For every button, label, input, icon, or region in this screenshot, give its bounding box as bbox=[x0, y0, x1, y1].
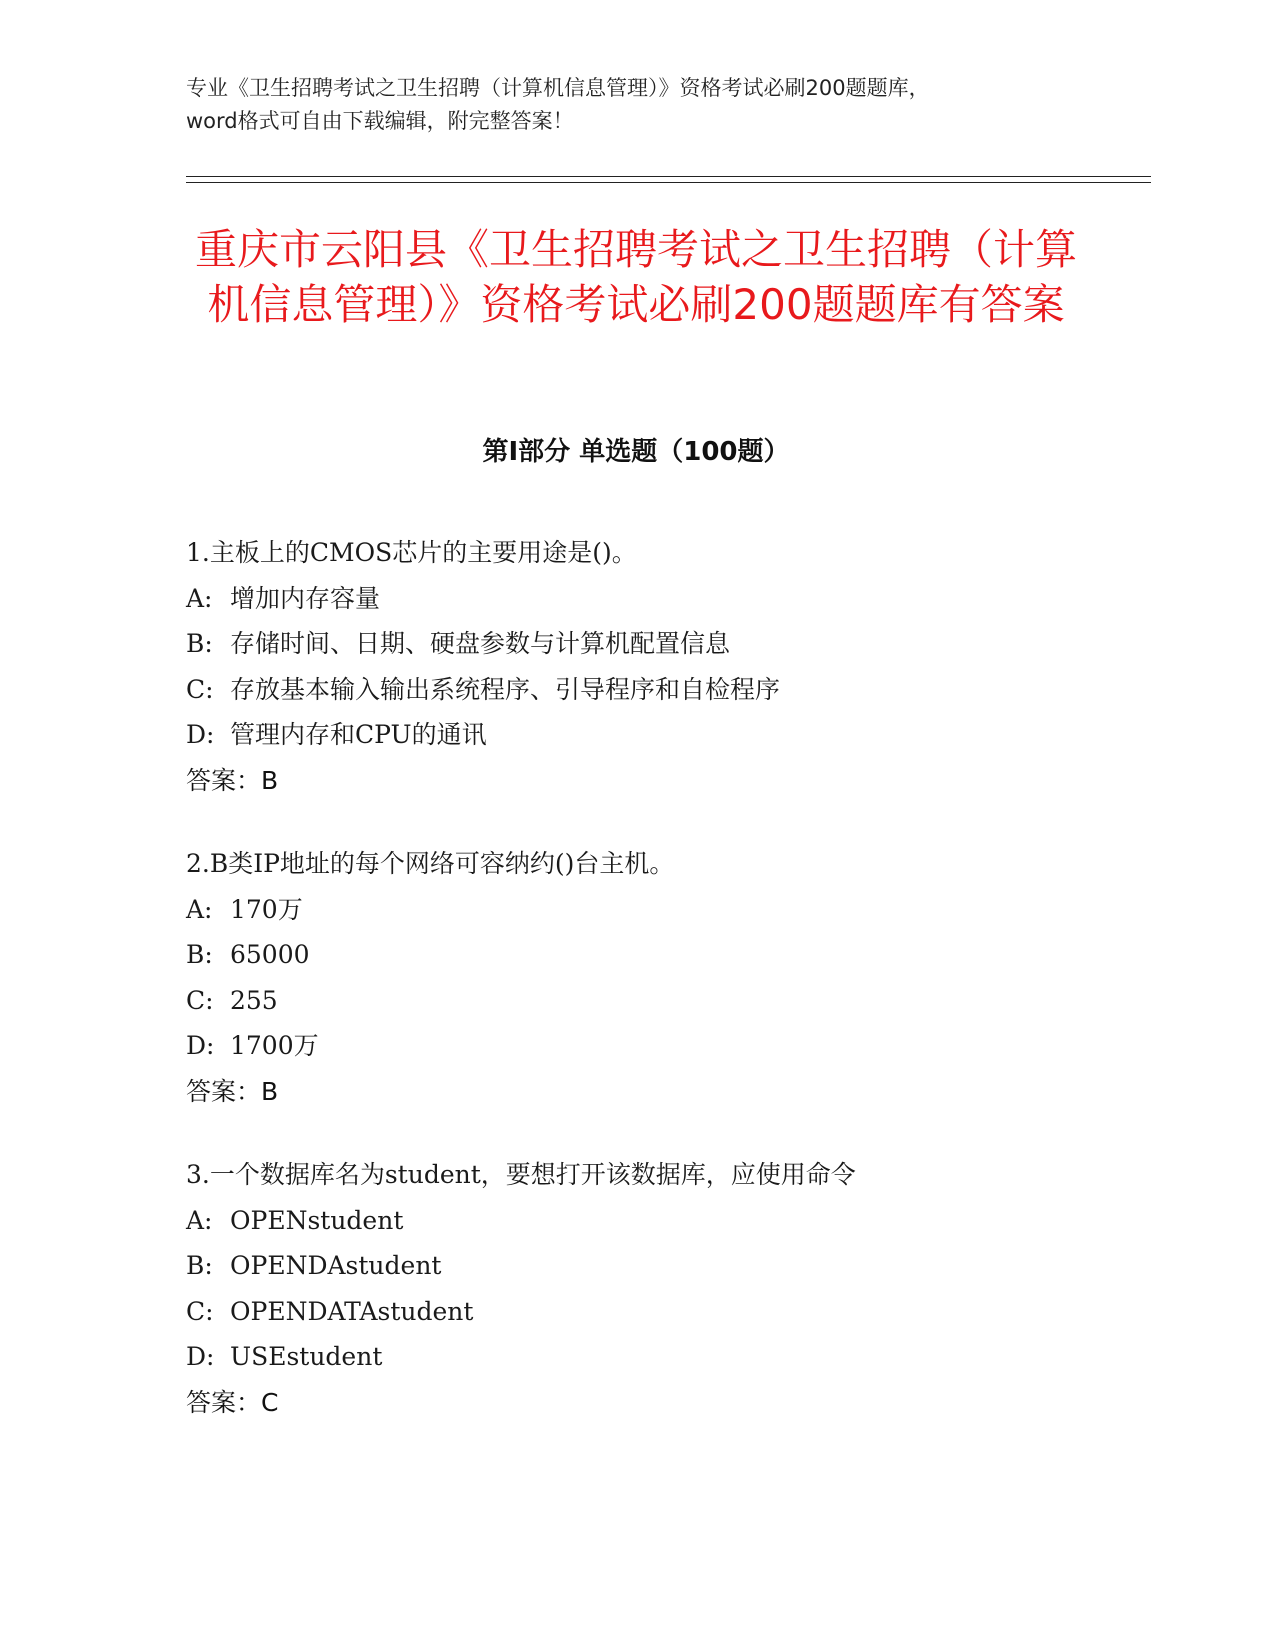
option-b bbox=[186, 932, 1146, 978]
option-d bbox=[186, 1334, 1146, 1380]
option-a bbox=[186, 887, 1146, 933]
option-text: OPENstudent bbox=[230, 1205, 404, 1235]
option-letter: A: bbox=[186, 583, 213, 613]
option-c bbox=[186, 978, 1146, 1024]
question-stem: 2.B类IP地址的每个网络可容纳约()台主机。 bbox=[186, 849, 675, 878]
option-letter: A: bbox=[186, 894, 213, 924]
answer-line: 答案：C bbox=[186, 1387, 279, 1417]
question-stem: 1.主板上的CMOS芯片的主要用途是()。 bbox=[186, 538, 637, 567]
question-3 bbox=[186, 1152, 1146, 1425]
option-letter: A: bbox=[186, 1205, 213, 1235]
option-b bbox=[186, 621, 1146, 667]
option-a bbox=[186, 1198, 1146, 1244]
option-letter: C: bbox=[186, 1296, 214, 1326]
option-text: 255 bbox=[230, 985, 278, 1015]
option-text: USEstudent bbox=[230, 1342, 383, 1371]
option-letter: B: bbox=[186, 629, 213, 658]
option-text: 存放基本输入输出系统程序、引导程序和自检程序 bbox=[230, 674, 781, 704]
question-list bbox=[186, 530, 1146, 1463]
question-stem: 3.一个数据库名为student，要想打开该数据库，应使用命令 bbox=[186, 1160, 856, 1189]
option-text: OPENDATAstudent bbox=[230, 1296, 474, 1326]
option-text: 管理内存和CPU的通讯 bbox=[230, 720, 487, 749]
header-note-line-2: word格式可自由下载编辑，附完整答案！ bbox=[186, 109, 574, 133]
option-text: 65000 bbox=[230, 940, 310, 969]
option-letter: C: bbox=[186, 985, 214, 1015]
option-text: 170万 bbox=[230, 894, 303, 924]
option-c bbox=[186, 1289, 1146, 1335]
option-letter: B: bbox=[186, 940, 213, 969]
option-letter: D: bbox=[186, 1031, 215, 1060]
question-2 bbox=[186, 841, 1146, 1114]
option-text: 存储时间、日期、硬盘参数与计算机配置信息 bbox=[230, 629, 731, 658]
option-text: OPENDAstudent bbox=[230, 1251, 442, 1280]
option-text: 增加内存容量 bbox=[230, 583, 381, 613]
option-c bbox=[186, 667, 1146, 713]
option-letter: D: bbox=[186, 1342, 215, 1371]
option-letter: D: bbox=[186, 720, 215, 749]
header-note-line-1: 专业《卫生招聘考试之卫生招聘（计算机信息管理）》资格考试必刷200题题库， bbox=[186, 76, 930, 100]
option-text: 1700万 bbox=[230, 1031, 319, 1060]
answer-line: 答案：B bbox=[186, 1076, 279, 1106]
option-b bbox=[186, 1243, 1146, 1289]
section-title: 第I部分 单选题（100题） bbox=[482, 437, 790, 467]
option-a bbox=[186, 576, 1146, 622]
document-title: 重庆市云阳县《卫生招聘考试之卫生招聘（计算机信息管理）》资格考试必刷200题题库有答案 bbox=[194, 225, 1077, 329]
option-d bbox=[186, 1023, 1146, 1069]
header-note bbox=[186, 72, 1086, 138]
option-letter: C: bbox=[186, 674, 214, 704]
answer-line: 答案：B bbox=[186, 765, 279, 795]
header-divider-bottom bbox=[186, 182, 1151, 183]
option-letter: B: bbox=[186, 1251, 213, 1280]
question-1 bbox=[186, 530, 1146, 803]
header-divider-top bbox=[186, 176, 1151, 177]
option-d bbox=[186, 712, 1146, 758]
